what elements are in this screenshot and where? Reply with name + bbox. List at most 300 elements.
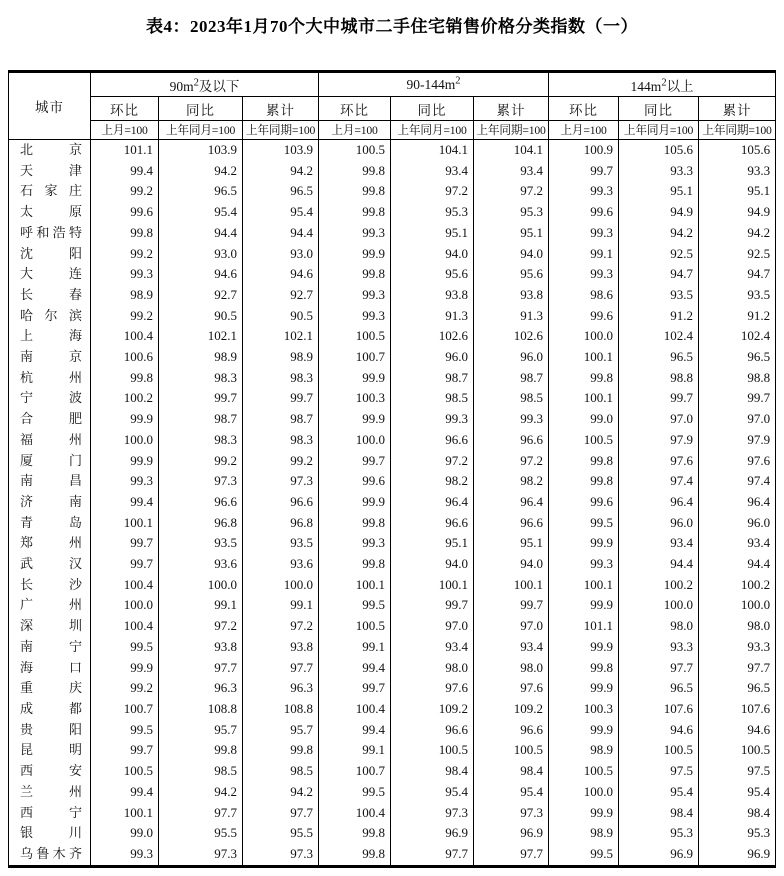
city-name: 西安: [20, 763, 82, 779]
value-cell: 93.0: [243, 244, 319, 265]
value-cell: 94.6: [243, 264, 319, 285]
city-name: 大连: [20, 266, 82, 282]
base-header-cum: 上年同期=100: [243, 121, 319, 140]
value-cell: 101.1: [549, 616, 619, 637]
value-cell: 99.2: [91, 306, 159, 327]
table-row: [9, 575, 776, 596]
value-cell: 95.1: [619, 181, 699, 202]
value-cell: 96.5: [699, 347, 776, 368]
value-cell: 98.9: [549, 823, 619, 844]
value-cell: 91.3: [474, 306, 549, 327]
value-cell: 94.4: [243, 223, 319, 244]
value-cell: 95.1: [474, 223, 549, 244]
value-cell: 99.9: [91, 451, 159, 472]
value-cell: 93.5: [159, 533, 243, 554]
value-cell: 102.1: [243, 326, 319, 347]
city-name: 长沙: [20, 576, 82, 592]
value-cell: 100.5: [549, 761, 619, 782]
value-cell: 96.6: [159, 492, 243, 513]
value-cell: 99.8: [319, 844, 391, 866]
value-cell: 98.3: [243, 368, 319, 389]
value-cell: 99.8: [549, 368, 619, 389]
value-cell: 95.4: [159, 202, 243, 223]
value-cell: 98.5: [159, 761, 243, 782]
value-cell: 96.4: [391, 492, 474, 513]
value-cell: 94.9: [699, 202, 776, 223]
value-cell: 100.5: [319, 326, 391, 347]
value-cell: 97.7: [391, 844, 474, 866]
value-cell: 95.6: [474, 264, 549, 285]
subcol-header-mom: 环比: [91, 97, 159, 121]
value-cell: 99.8: [319, 264, 391, 285]
table-row: [9, 451, 776, 472]
value-cell: 97.5: [699, 761, 776, 782]
value-cell: 100.1: [549, 388, 619, 409]
value-cell: 99.5: [91, 637, 159, 658]
value-cell: 95.1: [474, 533, 549, 554]
value-cell: 94.0: [391, 244, 474, 265]
value-cell: 95.4: [699, 782, 776, 803]
city-name: 深圳: [20, 618, 82, 634]
city-name: 济南: [20, 493, 82, 509]
value-cell: 97.7: [619, 658, 699, 679]
value-cell: 96.3: [243, 678, 319, 699]
base-header-yoy: 上年同月=100: [159, 121, 243, 140]
value-cell: 99.6: [91, 202, 159, 223]
value-cell: 99.7: [319, 451, 391, 472]
city-name: 昆明: [20, 742, 82, 758]
value-cell: 98.9: [549, 740, 619, 761]
value-cell: 100.5: [91, 761, 159, 782]
value-cell: 97.5: [619, 761, 699, 782]
city-cell: [9, 658, 91, 679]
value-cell: 96.6: [474, 430, 549, 451]
value-cell: 93.5: [619, 285, 699, 306]
city-column-header: 城市: [9, 72, 91, 140]
value-cell: 99.7: [91, 533, 159, 554]
city-cell: [9, 803, 91, 824]
value-cell: 99.9: [549, 720, 619, 741]
value-cell: 96.6: [474, 720, 549, 741]
value-cell: 94.2: [699, 223, 776, 244]
value-cell: 99.3: [91, 471, 159, 492]
value-cell: 97.2: [474, 451, 549, 472]
group-header-90-below: [91, 72, 319, 97]
table-row: [9, 244, 776, 265]
value-cell: 100.2: [699, 575, 776, 596]
city-name: 石家庄: [20, 183, 82, 199]
value-cell: 99.9: [549, 533, 619, 554]
value-cell: 93.4: [391, 637, 474, 658]
value-cell: 96.0: [474, 347, 549, 368]
value-cell: 97.7: [474, 844, 549, 866]
value-cell: 99.3: [319, 533, 391, 554]
value-cell: 99.5: [91, 720, 159, 741]
superscript-2: 2: [455, 75, 461, 86]
value-cell: 97.7: [159, 803, 243, 824]
value-cell: 97.7: [159, 658, 243, 679]
value-cell: 99.1: [319, 637, 391, 658]
value-cell: 97.3: [243, 471, 319, 492]
value-cell: 107.6: [619, 699, 699, 720]
table-row: [9, 409, 776, 430]
city-name: 兰州: [20, 783, 82, 799]
city-cell: [9, 326, 91, 347]
group-label: 144m: [630, 78, 662, 94]
value-cell: 96.9: [474, 823, 549, 844]
value-cell: 96.6: [391, 430, 474, 451]
value-cell: 93.8: [474, 285, 549, 306]
value-cell: 99.9: [319, 409, 391, 430]
value-cell: 100.3: [549, 699, 619, 720]
value-cell: 99.8: [319, 513, 391, 534]
value-cell: 96.6: [391, 720, 474, 741]
value-cell: 99.0: [549, 409, 619, 430]
value-cell: 91.2: [699, 306, 776, 327]
value-cell: 97.2: [159, 616, 243, 637]
subcol-header-yoy: 同比: [619, 97, 699, 121]
value-cell: 96.5: [699, 678, 776, 699]
value-cell: 99.4: [91, 782, 159, 803]
table-row: [9, 761, 776, 782]
value-cell: 99.2: [91, 181, 159, 202]
value-cell: 102.6: [474, 326, 549, 347]
value-cell: 99.8: [549, 451, 619, 472]
value-cell: 96.3: [159, 678, 243, 699]
value-cell: 97.9: [699, 430, 776, 451]
value-cell: 100.4: [91, 326, 159, 347]
value-cell: 95.4: [243, 202, 319, 223]
value-cell: 96.9: [699, 844, 776, 866]
value-cell: 100.2: [619, 575, 699, 596]
value-cell: 96.0: [619, 513, 699, 534]
value-cell: 94.6: [159, 264, 243, 285]
value-cell: 100.5: [319, 140, 391, 161]
subcol-header-mom: 环比: [549, 97, 619, 121]
value-cell: 93.3: [699, 637, 776, 658]
value-cell: 99.6: [549, 306, 619, 327]
base-header-cum: 上年同期=100: [699, 121, 776, 140]
value-cell: 102.4: [699, 326, 776, 347]
value-cell: 99.7: [391, 595, 474, 616]
value-cell: 99.8: [243, 740, 319, 761]
value-cell: 99.7: [474, 595, 549, 616]
city-name: 重庆: [20, 680, 82, 696]
value-cell: 99.8: [91, 368, 159, 389]
value-cell: 99.3: [474, 409, 549, 430]
group-header-90-144: [319, 72, 549, 97]
city-cell: [9, 223, 91, 244]
value-cell: 97.0: [619, 409, 699, 430]
value-cell: 98.4: [391, 761, 474, 782]
value-cell: 94.0: [474, 554, 549, 575]
table-row: [9, 161, 776, 182]
value-cell: 104.1: [391, 140, 474, 161]
value-cell: 94.4: [619, 554, 699, 575]
value-cell: 98.4: [619, 803, 699, 824]
value-cell: 100.1: [91, 513, 159, 534]
value-cell: 93.3: [619, 161, 699, 182]
value-cell: 90.5: [159, 306, 243, 327]
city-name: 哈尔滨: [20, 307, 82, 323]
value-cell: 96.5: [619, 678, 699, 699]
value-cell: 99.9: [91, 409, 159, 430]
value-cell: 97.6: [474, 678, 549, 699]
value-cell: 100.0: [549, 326, 619, 347]
value-cell: 97.3: [474, 803, 549, 824]
value-cell: 95.1: [391, 533, 474, 554]
value-cell: 95.3: [699, 823, 776, 844]
value-cell: 99.3: [391, 409, 474, 430]
city-name: 贵阳: [20, 721, 82, 737]
value-cell: 100.5: [699, 740, 776, 761]
value-cell: 108.8: [243, 699, 319, 720]
value-cell: 100.5: [619, 740, 699, 761]
value-cell: 93.4: [619, 533, 699, 554]
value-cell: 100.4: [319, 699, 391, 720]
value-cell: 98.7: [159, 409, 243, 430]
city-name: 青岛: [20, 514, 82, 530]
value-cell: 99.3: [549, 223, 619, 244]
city-cell: [9, 306, 91, 327]
table-row: [9, 658, 776, 679]
value-cell: 98.0: [474, 658, 549, 679]
city-name: 武汉: [20, 556, 82, 572]
value-cell: 100.5: [474, 740, 549, 761]
value-cell: 99.7: [243, 388, 319, 409]
city-cell: [9, 678, 91, 699]
table-row: [9, 430, 776, 451]
value-cell: 99.5: [319, 595, 391, 616]
value-cell: 99.4: [91, 492, 159, 513]
value-cell: 97.6: [699, 451, 776, 472]
value-cell: 97.9: [619, 430, 699, 451]
value-cell: 98.5: [474, 388, 549, 409]
value-cell: 98.3: [243, 430, 319, 451]
value-cell: 93.4: [391, 161, 474, 182]
value-cell: 96.4: [619, 492, 699, 513]
value-cell: 99.3: [549, 264, 619, 285]
table-row: [9, 823, 776, 844]
value-cell: 99.3: [549, 554, 619, 575]
value-cell: 100.0: [699, 595, 776, 616]
value-cell: 91.3: [391, 306, 474, 327]
value-cell: 100.7: [319, 347, 391, 368]
value-cell: 93.3: [699, 161, 776, 182]
value-cell: 96.4: [474, 492, 549, 513]
value-cell: 93.8: [243, 637, 319, 658]
group-label-suffix: 以上: [666, 78, 694, 94]
city-cell: [9, 782, 91, 803]
city-cell: [9, 761, 91, 782]
base-header-cum: 上年同期=100: [474, 121, 549, 140]
city-name: 银川: [20, 825, 82, 841]
value-cell: 98.2: [391, 471, 474, 492]
value-cell: 97.6: [619, 451, 699, 472]
value-cell: 100.1: [391, 575, 474, 596]
value-cell: 96.5: [159, 181, 243, 202]
table-row: [9, 140, 776, 161]
value-cell: 93.6: [159, 554, 243, 575]
value-cell: 93.6: [243, 554, 319, 575]
value-cell: 100.6: [91, 347, 159, 368]
value-cell: 98.7: [243, 409, 319, 430]
city-cell: [9, 575, 91, 596]
value-cell: 93.5: [243, 533, 319, 554]
value-cell: 99.4: [91, 161, 159, 182]
value-cell: 109.2: [391, 699, 474, 720]
value-cell: 98.2: [474, 471, 549, 492]
value-cell: 98.7: [391, 368, 474, 389]
value-cell: 98.0: [391, 658, 474, 679]
value-cell: 93.8: [391, 285, 474, 306]
value-cell: 97.4: [699, 471, 776, 492]
value-cell: 100.2: [91, 388, 159, 409]
value-cell: 94.7: [699, 264, 776, 285]
table-row: [9, 595, 776, 616]
value-cell: 100.5: [319, 616, 391, 637]
value-cell: 99.6: [549, 202, 619, 223]
value-cell: 94.2: [243, 782, 319, 803]
subcol-header-cum: 累计: [243, 97, 319, 121]
value-cell: 96.4: [699, 492, 776, 513]
city-cell: [9, 451, 91, 472]
value-cell: 99.3: [319, 223, 391, 244]
city-cell: [9, 347, 91, 368]
value-cell: 99.3: [91, 844, 159, 866]
value-cell: 99.3: [319, 285, 391, 306]
value-cell: 97.3: [159, 471, 243, 492]
value-cell: 99.5: [319, 782, 391, 803]
value-cell: 99.4: [319, 720, 391, 741]
table-row: [9, 782, 776, 803]
city-cell: [9, 368, 91, 389]
city-name: 郑州: [20, 535, 82, 551]
value-cell: 108.8: [159, 699, 243, 720]
value-cell: 99.3: [91, 264, 159, 285]
value-cell: 105.6: [619, 140, 699, 161]
value-cell: 96.6: [243, 492, 319, 513]
value-cell: 99.9: [549, 803, 619, 824]
table-row: [9, 740, 776, 761]
value-cell: 95.6: [391, 264, 474, 285]
value-cell: 105.6: [699, 140, 776, 161]
value-cell: 93.3: [619, 637, 699, 658]
city-cell: [9, 533, 91, 554]
value-cell: 97.3: [391, 803, 474, 824]
city-cell: [9, 409, 91, 430]
city-name: 天津: [20, 162, 82, 178]
value-cell: 93.8: [159, 637, 243, 658]
value-cell: 96.6: [391, 513, 474, 534]
value-cell: 96.8: [159, 513, 243, 534]
table-row: [9, 471, 776, 492]
value-cell: 97.2: [474, 181, 549, 202]
city-name: 上海: [20, 328, 82, 344]
city-name: 呼和浩特: [20, 224, 82, 240]
value-cell: 94.9: [619, 202, 699, 223]
value-cell: 99.9: [549, 678, 619, 699]
value-cell: 95.3: [619, 823, 699, 844]
value-cell: 95.1: [699, 181, 776, 202]
city-cell: [9, 740, 91, 761]
group-label-suffix: 及以下: [198, 78, 240, 94]
city-cell: [9, 140, 91, 161]
value-cell: 103.9: [159, 140, 243, 161]
value-cell: 95.4: [619, 782, 699, 803]
group-label: 90-144m: [406, 76, 456, 92]
value-cell: 94.2: [159, 161, 243, 182]
value-cell: 97.7: [699, 658, 776, 679]
city-name: 厦门: [20, 452, 82, 468]
city-name: 南京: [20, 349, 82, 365]
value-cell: 99.2: [91, 678, 159, 699]
value-cell: 99.8: [319, 554, 391, 575]
city-name: 海口: [20, 659, 82, 675]
value-cell: 100.4: [91, 575, 159, 596]
value-cell: 103.9: [243, 140, 319, 161]
value-cell: 99.9: [319, 492, 391, 513]
value-cell: 99.9: [549, 637, 619, 658]
value-cell: 95.4: [391, 782, 474, 803]
value-cell: 98.4: [699, 803, 776, 824]
value-cell: 99.8: [319, 823, 391, 844]
value-cell: 97.7: [243, 803, 319, 824]
table-row: [9, 306, 776, 327]
value-cell: 97.7: [243, 658, 319, 679]
base-header-mom: 上月=100: [549, 121, 619, 140]
city-cell: [9, 699, 91, 720]
value-cell: 94.2: [619, 223, 699, 244]
value-cell: 96.9: [391, 823, 474, 844]
value-cell: 94.2: [159, 782, 243, 803]
value-cell: 99.9: [319, 368, 391, 389]
value-cell: 109.2: [474, 699, 549, 720]
value-cell: 96.6: [474, 513, 549, 534]
value-cell: 97.3: [243, 844, 319, 866]
value-cell: 99.8: [159, 740, 243, 761]
value-cell: 93.0: [159, 244, 243, 265]
city-name: 南昌: [20, 473, 82, 489]
table-row: [9, 347, 776, 368]
value-cell: 98.8: [619, 368, 699, 389]
subcol-header-row: [9, 97, 776, 121]
value-cell: 101.1: [91, 140, 159, 161]
value-cell: 99.7: [699, 388, 776, 409]
city-cell: [9, 844, 91, 866]
group-header-144-above: [549, 72, 776, 97]
value-cell: 96.5: [243, 181, 319, 202]
value-cell: 100.0: [159, 575, 243, 596]
value-cell: 99.8: [319, 202, 391, 223]
city-name: 广州: [20, 597, 82, 613]
value-cell: 100.1: [91, 803, 159, 824]
city-cell: [9, 823, 91, 844]
value-cell: 100.4: [319, 803, 391, 824]
value-cell: 96.8: [243, 513, 319, 534]
city-cell: [9, 637, 91, 658]
city-name: 北京: [20, 142, 82, 157]
value-cell: 99.4: [319, 658, 391, 679]
value-cell: 99.7: [319, 678, 391, 699]
value-cell: 100.0: [319, 430, 391, 451]
value-cell: 94.6: [699, 720, 776, 741]
page-title: 表4：2023年1月70个大中城市二手住宅销售价格分类指数（一）: [146, 17, 638, 36]
value-cell: 99.7: [159, 388, 243, 409]
table-row: [9, 844, 776, 866]
city-name: 宁波: [20, 390, 82, 406]
value-cell: 92.5: [619, 244, 699, 265]
